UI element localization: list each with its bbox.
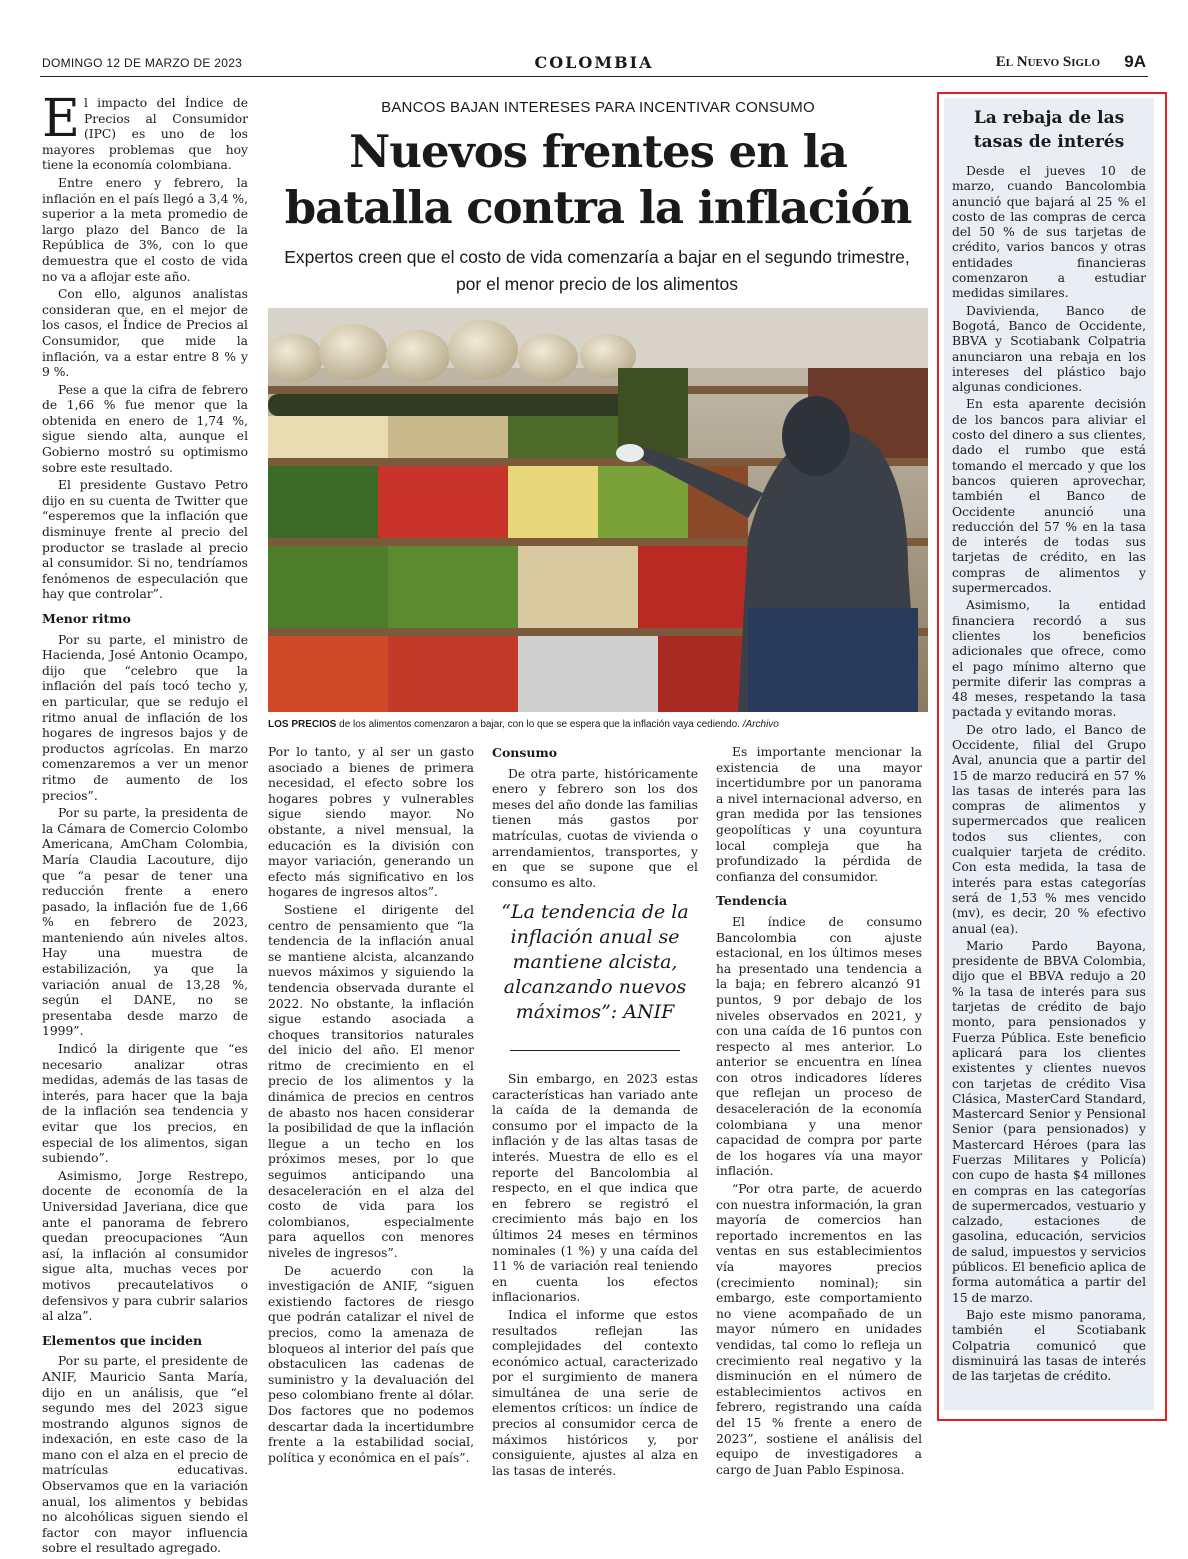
paragraph: Con ello, algunos analistas consideran que, en el mejor de los casos, el Índice de Precios al Consumidor, que mide la inflación, va a estar entre 8 % y 9 %.	[42, 287, 248, 380]
paragraph: El índice de consumo Bancolombia con ajuste estacional, en los últimos meses ha presentado una tendencia a la baja; en febrero alcanzó 91 puntos, 9 por debajo de los niveles observados en 2021, y con una caída de 16 puntos con respecto al mes anterior. Lo anterior se encuentra en línea con otros indicadores líderes que reflejan un proceso de desaceleración de la economía colombiana y una menor capacidad de compra por parte de los hogares vía una mayor inflación.	[716, 914, 922, 1179]
article-column-1	[42, 89, 248, 1559]
article-deck: Expertos creen que el costo de vida comenzaría a bajar en el segundo trimestre, por el menor precio de los alimentos	[284, 247, 910, 294]
article-column-4	[716, 745, 922, 1480]
caption-lead: LOS PRECIOS	[268, 719, 337, 730]
paragraph: De acuerdo con la investigación de ANIF, “siguen existiendo factores de riesgo que podrán catalizar el nivel de precios, como la amenaza de bloqueos al interior del país que obstaculicen las cadenas de suministro y la devaluación del peso colombiano frente al dólar. Dos factores que no podemos descartar dada la incertidumbre frente a la estabilidad social, política y económica en el país”.	[268, 1263, 474, 1465]
paragraph: Asimismo, la entidad financiera recordó a sus clientes los beneficios adicionales que ofrece, como el pago mínimo alterno que permite diferir las compras a 48 meses, respetando la tasa pactada y evitando moras.	[952, 598, 1146, 720]
section-name: COLOMBIA	[534, 53, 654, 72]
article-column-3-continued	[492, 1072, 698, 1481]
paragraph: Davivienda, Banco de Bogotá, Banco de Occidente, BBVA y Scotiabank Colpatria anunciaron una rebaja en los intereses del plástico bajo algunas condiciones.	[952, 303, 1146, 395]
subheading: Consumo	[492, 745, 558, 760]
paragraph: “Por otra parte, de acuerdo con nuestra información, la gran mayoría de comercios han reportado incrementos en las ventas en sus establecimientos vía mayores precios (crecimiento nominal); sin embargo, este comportamiento no viene acompañado de un mayor número en unidades vendidas, tal como lo refleja un crecimiento real negativo y la disminución en el número de establecimientos activos en febrero, registrando una caída del 15 % frente a enero de 2023”, sostiene el análisis del equipo de investigadores a cargo de Juan Pablo Espinosa.	[716, 1182, 922, 1477]
paragraph: Indica el informe que estos resultados reflejan las complejidades del contexto económico actual, caracterizado por el surgimiento de manera simultánea de una serie de elementos críticos: un índice de precios al consumidor cerca de máximos históricos y, por consiguiente, ajustes al alza en las tasas de interés.	[492, 1307, 698, 1478]
newspaper-name: El Nuevo Siglo	[995, 54, 1100, 70]
issue-date: DOMINGO 12 DE MARZO DE 2023	[42, 56, 243, 70]
paragraph: Sostiene el dirigente del centro de pensamiento que “la tendencia de la inflación anual se mantiene alcista, alcanzando nuevos máximos y siguiendo la tendencia observada durante el 2022. No obstante, la inflación sigue estando asociada a choques transitorios naturales del inicio del año. El menor ritmo de crecimiento en el precio de los alimentos y la dinámica de precios en centros de abasto nos hacen considerar la posibilidad de que la inflación llegue a un techo en los próximos meses, por lo que seguimos anticipando una desaceleración en el alza del costo de vida para los colombianos, especialmente para aquellos con menores niveles de ingresos”.	[268, 902, 474, 1260]
subheading: Tendencia	[716, 893, 788, 909]
paragraph: Por su parte, el ministro de Hacienda, José Antonio Ocampo, dijo que “celebro que la inflación del país tocó techo y, en particular, que se redujo el ritmo anual de inflación de los hogares de ingresos bajos y de productos agrícolas. En marzo comenzaremos a ver un menor ritmo de aumento de los precios”.	[42, 632, 248, 803]
paragraph: En esta aparente decisión de los bancos para aliviar el costo del dinero a sus clientes, dado el rumbo que está tomando el mercado y que los bancos quieren aprovechar, también el Banco de Occidente anunció una reducción del 57 % en la tasa de interés de todas sus tarjetas de crédito, en las compras de alimentos y supermercados.	[952, 397, 1146, 596]
paragraph: Sin embargo, en 2023 estas características han variado ante la caída de la demanda de consumo por el impacto de la inflación y de las altas tasas de interés. Muestra de ello es el reporte del Bancolombia al respecto, en el que indica que en febrero se registró el crecimiento más bajo en los últimos 24 meses en términos nominales (1 %) y una caída del 11 % de variación real teniendo en cuenta los efectos inflacionarios.	[492, 1072, 698, 1305]
article-headline: Nuevos frentes en la batalla contra la inflación	[284, 125, 912, 234]
article-column-2	[268, 745, 474, 1468]
paragraph: Es importante mencionar la existencia de una mayor incertidumbre por un panorama a nivel internacional adverso, en gran medida por las tensiones geopolíticas y una coyuntura local compleja que ha profundizado la pérdida de confianza del consumidor.	[716, 745, 922, 884]
paragraph: l impacto del Índice de Precios al Consumidor (IPC) es uno de los mayores problemas que hoy tiene la economía colombiana.	[42, 96, 248, 173]
paragraph: Mario Pardo Bayona, presidente de BBVA Colombia, dijo que el BBVA redujo a 20 % la tasa de interés para sus tarjetas de crédito de bajo monto, para pensionados y Fuerza Pública. Este beneficio aplicará para los clientes existentes y clientes nuevos con tarjetas de crédito Visa Clásica, MasterCard Standard, Mastercard Senior y Pensional Senior (para pensionados) y Mastercard Héroes (para las Fuerzas Militares y Policía) con cupo de hasta $4 millones en compras en las categorías de supermercados, vestuario y calzado, estaciones de gasolina, educación, servicios de salud, impuestos y servicios públicos. El beneficio aplica de forma automática a partir del 15 de marzo.	[952, 938, 1146, 1305]
article-kicker: BANCOS BAJAN INTERESES PARA INCENTIVAR CONSUMO	[381, 99, 815, 116]
page-header	[40, 52, 1148, 77]
paragraph: El presidente Gustavo Petro dijo en su cuenta de Twitter que “esperemos que la inflación que disminuye frente al precio del productor se traslade al precio al consumidor. Si no, tendríamos fenómenos de especulación que hay que controlar”.	[42, 478, 248, 602]
paragraph: De otra parte, históricamente enero y febrero son los dos meses del año donde las familias tienen más gastos por matrículas, cuotas de vivienda o arrendamientos, transportes, y en que se supone que el consumo es alto.	[492, 766, 698, 890]
drop-cap: E	[42, 89, 80, 149]
pull-quote: “La tendencia de la inflación anual se mantiene alcista, alcanzando nuevos máximos”: ANIF	[501, 901, 689, 1023]
paragraph: Bajo este mismo panorama, también el Scotiabank Colpatria comunicó que disminuirá las tasas de interés de las tarjetas de crédito.	[952, 1307, 1146, 1384]
paragraph: Pese a que la cifra de febrero de 1,66 % fue menor que la obtenida en enero de 1,74 %, sigue siendo alta, aunque el Gobierno mostró su optimismo sobre este resultado.	[42, 382, 248, 475]
caption-text: de los alimentos comenzaron a bajar, con lo que se espera que la inflación vaya cediendo.	[336, 719, 743, 730]
paragraph: Por su parte, el presidente de ANIF, Mauricio Santa María, dijo en un análisis, que “el segundo mes del 2023 sigue mostrando algunos signos de indexación, en este caso de la mano con el alza en el precio de matrículas educativas. Observamos que en la variación anual, los alimentos y bebidas no alcohólicas siguen siendo el factor con mayor influencia sobre el resultado agregado.	[42, 1354, 248, 1556]
subheading: Menor ritmo	[42, 611, 131, 626]
produce-photo	[268, 308, 928, 712]
produce-photo-illustration	[268, 308, 928, 712]
pull-quote-rule	[510, 1050, 680, 1051]
paragraph: De otro lado, el Banco de Occidente, filial del Grupo Aval, anuncia que a partir del 15 de marzo reducirá en 57 % las tasas de interés para las compras de alimentos y supermercados que realicen todos sus clientes, con cualquier tarjeta de crédito. Con esta medida, la tasa de interés para estas categorías será de 1,53 % mes vencido (mv), es decir, 20 % efectivo anual (ea).	[952, 722, 1146, 936]
sidebar-body	[944, 164, 1154, 1384]
paragraph: Asimismo, Jorge Restrepo, docente de economía de la Universidad Javeriana, dice que ante el panorama de febrero quedan preocupaciones “Aun así, la inflación al consumidor sigue alta, muchas veces por motivos precautelativos o defensivos y para cubrir salarios al alza”.	[42, 1168, 248, 1324]
paragraph: Desde el jueves 10 de marzo, cuando Bancolombia anunció que bajará al 25 % el costo de las compras de cerca del 50 % de sus tarjetas de crédito, varios bancos y otras entidades financieras comenzaron a estudiar medidas similares.	[952, 164, 1146, 301]
paragraph: Entre enero y febrero, la inflación en el país llegó a 3,4 %, superior a la meta promedio de largo plazo del Banco de la República de 3%, con lo que demuestra que el costo de vida no va a aflojar este año.	[42, 175, 248, 284]
photo-credit: /Archivo	[742, 719, 779, 730]
page-number: 9A	[1124, 52, 1146, 71]
paragraph: Por lo tanto, y al ser un gasto asociado a bienes de primera necesidad, el efecto sobre los hogares pobres y vulnerables sigue siendo mayor. No obstante, a nivel mensual, la educación es la división con mayor variación, generando un efecto más significativo en los hogares de ingresos altos”.	[268, 745, 474, 900]
article-column-3	[492, 745, 698, 893]
sidebar-box	[944, 98, 1154, 1410]
subheading: Elementos que inciden	[42, 1332, 203, 1348]
photo-caption	[268, 719, 928, 730]
paragraph: Por su parte, la presidenta de la Cámara de Comercio Colombo Americana, AmCham Colombia, María Claudia Lacouture, dijo que “a pesar de tener una reducción frente a enero pasado, la inflación fue de 1,66 % en febrero de 2023, manteniendo aún niveles altos. Hay una muestra de estabilización, ya que la variación anual de 13,28 %, según el DANE, no se presentaba desde marzo de 1999”.	[42, 806, 248, 1039]
paragraph: Indicó la dirigente que “es necesario analizar otras medidas, además de las tasas de interés, para hacer que la baja de la inflación sea tendencia y evitar que los precios, en especial de los alimentos, sigan subiendo”.	[42, 1042, 248, 1166]
sidebar-title: La rebaja de las tasas de interés	[973, 108, 1125, 152]
